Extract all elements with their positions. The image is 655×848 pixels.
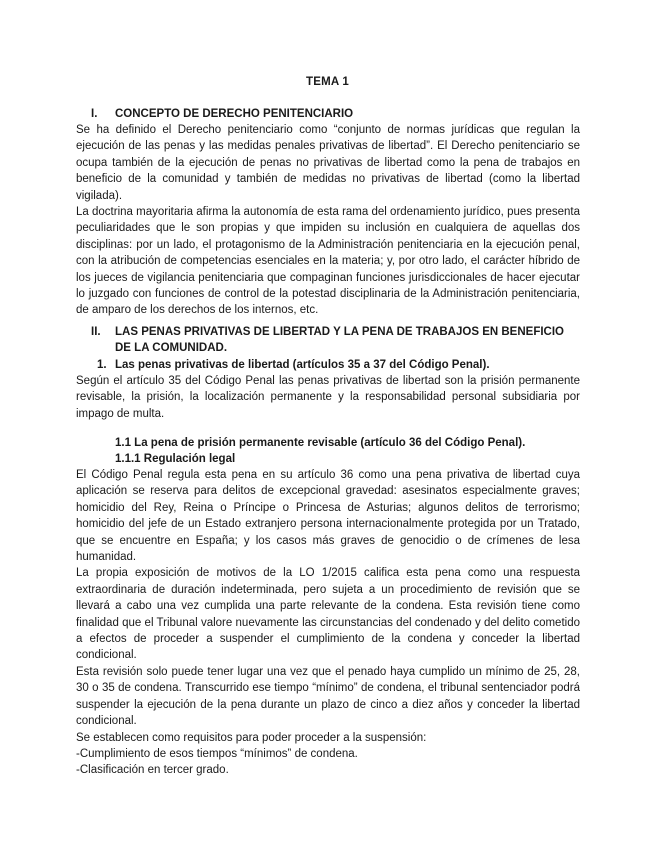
section-1-number: I. — [91, 108, 98, 120]
section-1-body — [76, 122, 580, 319]
list-item: -Clasificación en tercer grado. — [76, 764, 229, 777]
subsection-1-title: Las penas privativas de libertad (artículos 35 a 37 del Código Penal). — [115, 359, 490, 371]
paragraph: Se ha definido el Derecho penitenciario como “conjunto de normas jurídicas que regulan la ejecución de las penas y las medidas penales privativas de libertad”. El Derecho penitenciario se ocupa también de la ejecución de penas no privativas de libertad como la pena de trabajos en beneficio de la comunidad y también de medidas no privativas de libertad (como la libertad vigilada). — [76, 124, 580, 202]
paragraph: Esta revisión solo puede tener lugar una vez que el penado haya cumplido un mínimo de 25, 28, 30 o 35 de condena. Transcurrido ese tiempo “mínimo” de condena, el tribunal sentenciador podrá suspender la ejecución de la pena durante un plazo de cinco a diez años y conceder la libertad condicional. — [76, 665, 580, 728]
subsection-1-1-1-heading: 1.1.1 Regulación legal — [115, 453, 236, 465]
paragraph: El Código Penal regula esta pena en su artículo 36 como una pena privativa de libertad cuya aplicación se reserva para delitos de excepcional gravedad: asesinatos especialmente graves; homicidio del Rey, Reina o Príncipe o Princesa de Asturias; algunos delitos de terrorismo; homicidio del jefe de un Estado extranjero persona internacionalmente protegida por un Tratado, que se encuentre en España; y los casos más graves de genocidio o de crímenes de lesa humanidad. — [76, 469, 580, 564]
subsection-1-1-1-body — [76, 467, 580, 779]
paragraph: Se establecen como requisitos para poder proceder a la suspensión: — [76, 731, 427, 744]
paragraph: Según el artículo 35 del Código Penal las penas privativas de libertad son la prisión permanente revisable, la prisión, la localización permanente y la responsabilidad personal subsidiaria por impago de multa. — [76, 375, 580, 420]
document-title: TEMA 1 — [306, 76, 349, 88]
subsection-1-number: 1. — [97, 359, 107, 371]
section-2-number: II. — [91, 326, 101, 338]
list-item: -Cumplimiento de esos tiempos “mínimos” de condena. — [76, 747, 358, 760]
section-2-title-line-2: DE LA COMUNIDAD. — [115, 342, 228, 355]
section-2-title — [115, 324, 581, 357]
paragraph: La propia exposición de motivos de la LO 1/2015 califica esta pena como una respuesta extraordinaria de duración indeterminada, pero sujeta a un procedimiento de revisión que se llevará a cabo una vez cumplida una parte relevante de la condena. Esta revisión tiene como finalidad que el Tribunal valore nuevamente las circunstancias del condenado y del delito cometido a efectos de proceder a suspender el cumplimiento de la condena y conceder la libertad condicional. — [76, 567, 580, 662]
section-2-title-line-1: LAS PENAS PRIVATIVAS DE LIBERTAD Y LA PENA DE TRABAJOS EN BENEFICIO — [115, 326, 564, 338]
subsection-1-1-heading: 1.1 La pena de prisión permanente revisable (artículo 36 del Código Penal). — [115, 437, 526, 449]
section-1-title: CONCEPTO DE DERECHO PENITENCIARIO — [115, 108, 354, 120]
paragraph: La doctrina mayoritaria afirma la autonomía de esta rama del ordenamiento jurídico, pues presenta peculiaridades que le son propias y que impiden su inclusión en cualquiera de aquellas dos disciplinas: por un lado, el protagonismo de la Administración penitenciaria en la ejecución penal, con la atribución de competencias esenciales en la materia; y, por otro lado, el carácter híbrido de los jueces de vigilancia penitenciaria que compaginan funciones jurisdiccionales de hacer ejecutar lo juzgado con funciones de control de la potestad disciplinaria de la Administración penitenciaria, de amparo de los derechos de los internos, etc. — [76, 206, 580, 317]
subsection-1-body — [76, 373, 580, 422]
